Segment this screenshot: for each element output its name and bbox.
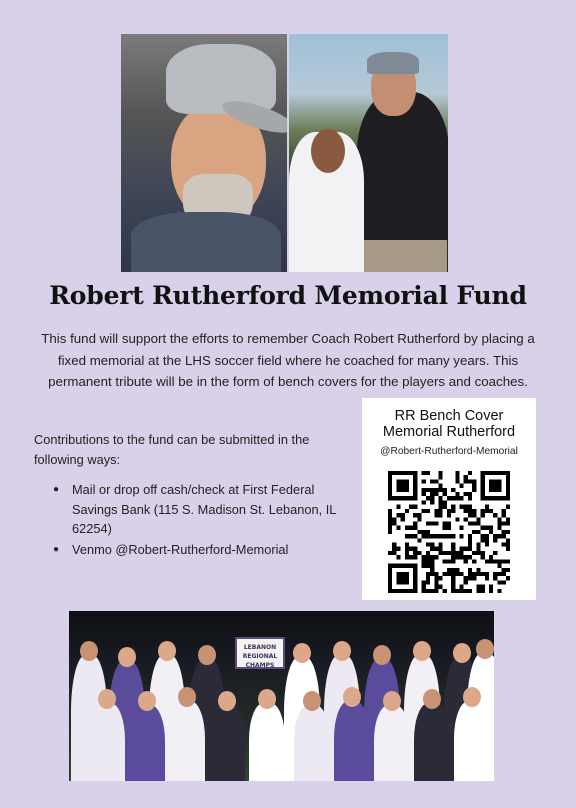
team-member-head (98, 689, 116, 709)
team-member-head (218, 691, 236, 711)
coach-portrait-photo (121, 34, 287, 272)
team-member-head (198, 645, 216, 665)
coach-cap (166, 44, 276, 114)
team-member-head (293, 643, 311, 663)
team-member (414, 703, 450, 781)
team-member-head (303, 691, 321, 711)
team-member-head (463, 687, 481, 707)
team-member (374, 705, 410, 781)
intro-paragraph: This fund will support the efforts to remember Coach Robert Rutherford by placing a fixed memorial at the LHS soccer field where he coached for many years. This permanent tribute will be in the form of bench covers for the players and coaches. (41, 331, 535, 389)
championship-sign: LEBANON REGIONAL CHAMPS (235, 637, 285, 669)
header-photos (121, 34, 448, 272)
team-member (249, 703, 285, 781)
team-member-head (476, 639, 494, 659)
qr-card-title: RR Bench Cover Memorial Rutherford (382, 408, 516, 440)
team-member-head (423, 689, 441, 709)
team-member (169, 701, 205, 781)
list-item: ● Venmo @Robert-Rutherford-Memorial (53, 540, 343, 560)
team-member (454, 701, 490, 781)
team-member-head (373, 645, 391, 665)
team-member-head (138, 691, 156, 711)
team-member-head (258, 689, 276, 709)
team-member-head (80, 641, 98, 661)
team-member (129, 705, 165, 781)
team-photo (69, 611, 494, 781)
team-member-head (158, 641, 176, 661)
contributions-lead: Contributions to the fund can be submitted in the following ways: (34, 432, 310, 467)
team-member-head (453, 643, 471, 663)
team-member (89, 703, 125, 781)
coach-with-player-photo (289, 34, 448, 272)
team-member-head (343, 687, 361, 707)
venmo-qr-card (362, 398, 536, 600)
team-member (294, 705, 330, 781)
team-member-head (178, 687, 196, 707)
list-item: ● Mail or drop off cash/check at First Federal Savings Bank (115 S. Madison St. Lebanon, IL 62254) (53, 480, 343, 539)
qr-code[interactable] (388, 471, 510, 593)
venmo-handle: @Robert-Rutherford-Memorial (380, 446, 518, 457)
team-member-head (413, 641, 431, 661)
page-title: Robert Rutherford Memorial Fund (49, 281, 527, 310)
team-member-head (118, 647, 136, 667)
team-member (334, 701, 370, 781)
team-member-head (333, 641, 351, 661)
contribution-methods-list (53, 480, 343, 560)
team-member-head (383, 691, 401, 711)
team-member (209, 705, 245, 781)
